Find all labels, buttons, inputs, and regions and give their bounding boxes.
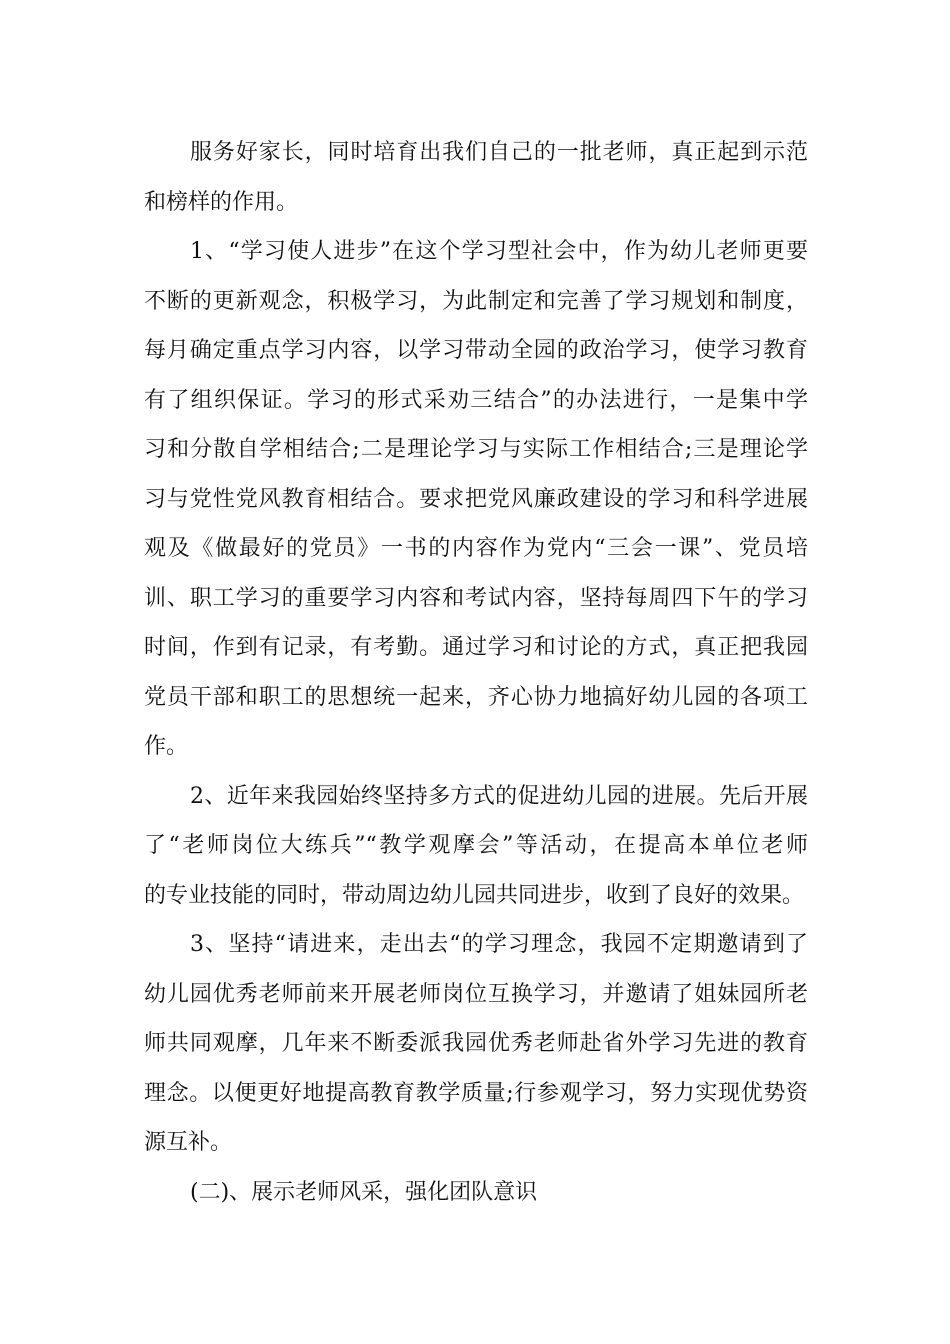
text-line: 和榜样的作用。 [144, 189, 299, 215]
text-line: 习和分散自学相结合;二是理论学习与实际工作相结合;三是理论学 [144, 437, 808, 462]
text-line: 了“老师岗位大练兵”“教学观摩会”等活动，在提高本单位老师 [144, 833, 808, 858]
text-line: 师共同观摩，几年来不断委派我园优秀老师赴省外学习先进的教育 [144, 1031, 808, 1056]
text-line: 习与党性党风教育相结合。要求把党风廉政建设的学习和科学进展 [144, 486, 808, 512]
text-line: 不断的更新观念，积极学习，为此制定和完善了学习规划和制度， [144, 288, 808, 314]
text-line: 观及《做最好的党员》一书的内容作为党内“三会一课”、党员培 [144, 536, 808, 561]
text-line: 的专业技能的同时，带动周边幼儿园共同进步，收到了良好的效果。 [144, 882, 805, 908]
text-line: 源互补。 [144, 1130, 233, 1155]
text-line: 作。 [144, 734, 189, 759]
text-line: 每月确定重点学习内容，以学习带动全园的政治学习，使学习教育 [144, 338, 808, 363]
section-heading: (二)、展示老师风采，强化团队意识 [190, 1179, 538, 1205]
text-line: 党员干部和职工的思想统一起来，齐心协力地搞好幼儿园的各项工 [144, 684, 808, 710]
text-line: 3、坚持“请进来，走出去“的学习理念，我园不定期邀请到了 [190, 932, 808, 957]
text-line: 时间，作到有记录，有考勤。通过学习和讨论的方式，真正把我园 [144, 635, 808, 660]
text-line: 训、职工学习的重要学习内容和考试内容，坚持每周四下午的学习 [144, 585, 808, 611]
text-line: 有了组织保证。学习的形式采劝三结合”的办法进行，一是集中学 [144, 387, 808, 413]
text-line: 1、“学习使人进步”在这个学习型社会中，作为幼儿老师更要 [190, 239, 808, 264]
text-line: 理念。以便更好地提高教育教学质量;行参观学习，努力实现优势资 [144, 1080, 808, 1106]
text-line: 2、近年来我园始终坚持多方式的促进幼儿园的进展。先后开展 [190, 783, 808, 809]
text-line: 幼儿园优秀老师前来开展老师岗位互换学习，并邀请了姐妹园所老 [144, 981, 808, 1007]
text-line: 服务好家长，同时培育出我们自己的一批老师，真正起到示范 [190, 140, 808, 165]
body-text [144, 128, 808, 1217]
